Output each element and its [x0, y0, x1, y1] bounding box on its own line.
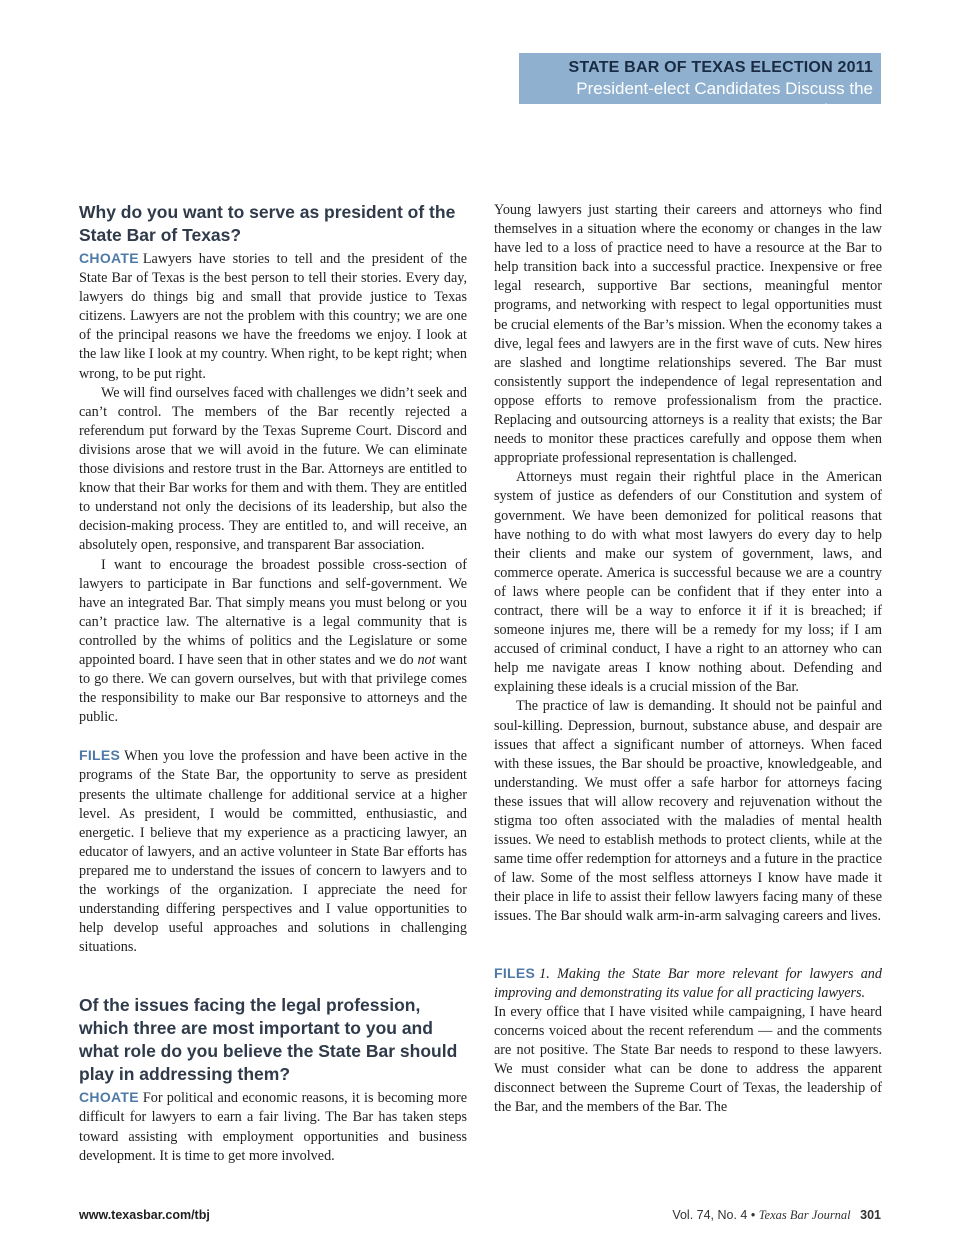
speaker-label-choate: CHOATE: [79, 1089, 139, 1106]
q2-choate-paragraph-2: Young lawyers just starting their careers and attorneys who find themselves in a situation where the economy or changes in the law have led to a loss of practice need to have a resource at the Bar to help transition back into a successful practice. Inexpensive or free legal research, supportive Bar sections, meaningful mentor programs, and networking with respect to legal opportunities must be crucial elements of the Bar’s mission. When the economy takes a dive, legal fees and lawyers are in the first wave of cuts. New hires are slashed and longtime relationships severed. The Bar must consistently support the independence of legal representation and oppose efforts to remove professionalism from the practice. Replacing and outsourcing attorneys is a reality that exists; the Bar needs to monitor these practices carefully and oppose them when appropriate professional representation is challenged.: [494, 202, 882, 467]
page-number: 301: [860, 1208, 881, 1222]
footer-url: www.texasbar.com/tbj: [79, 1208, 210, 1222]
speaker-label-files: FILES: [79, 747, 121, 764]
footer-issue-info: [672, 1208, 881, 1223]
question-2-heading: Of the issues facing the legal profession, which three are most important to you and what role do you believe the State Bar should play in addressing them?: [79, 995, 458, 1085]
question-1-heading: Why do you want to serve as president of the State Bar of Texas?: [79, 202, 456, 245]
q1-choate-paragraph-2: We will find ourselves faced with challenges we didn’t seek and can’t control. The members of the Bar recently rejected a referendum put forward by the Texas Supreme Court. Discord and divisions arose that we will avoid in the future. We can eliminate those divisions and restore trust in the Bar. Attorneys are entitled to know that their Bar works for them and with them. They are entitled to understand not only the decisions of its leadership, but also the decision-making process. They are entitled to, and will receive, an absolutely open, responsive, and transparent Bar association.: [79, 384, 467, 554]
footer-volume: Vol. 74, No. 4: [672, 1208, 748, 1222]
election-banner: [519, 53, 881, 119]
q1-choate-paragraph-3: I want to encourage the broadest possible cross-section of lawyers to participate in Bar functions and self-government. We have an integrated Bar. That simply means you must belong or you can’t practice law. The alternative is a legal community that is controlled by the whims of politics and the Legislature or some appointed board. I have seen that in other states and we do not want to go there. We can govern ourselves, but with that privilege comes the responsibility to make our Bar responsive to attorneys and the public.: [79, 556, 467, 726]
speaker-label-choate: CHOATE: [79, 250, 139, 266]
banner-subtitle: President-elect Candidates Discuss the Issues: [576, 79, 873, 119]
q2-files-paragraph-1: In every office that I have visited while campaigning, I have heard concerns voiced about the recent referendum — and the comments are not positive. The State Bar needs to respond to these lawyers. We must consider what can be done to address the apparent disconnect between the Supreme Court of Texas, the leadership of the Bar, and the members of the Bar. The: [494, 1003, 882, 1116]
q2-choate-paragraph-3: Attorneys must regain their rightful place in the American system of justice as defenders of our Constitution and system of government. We have been demonized for political reasons that have nothing to do with what most lawyers do every day to help their clients and make our system of government, laws, and commerce operate. America is successful because we are a country of laws where people can be confident that if they enter into a contract, there will be a way to enforce it if it is breached; if someone injures me, there will be a remedy for my loss; if I am accused of criminal conduct, I have a right to an attorney who can help me navigate areas I know nothing about. Defending and explaining these ideals is a crucial mission of the Bar.: [494, 469, 882, 696]
left-column: [79, 201, 467, 1166]
q1-choate-paragraph-1: CHOATE Lawyers have stories to tell and the president of the State Bar of Texas is the best person to tell their stories. Every day, lawyers do things big and small that provide justice to Texas citizens. Lawyers are not the problem with this country; we are one of the principal reasons we have the freedoms we enjoy. I look at the law like I look at my country. When right, to be kept right; when wrong, to be put right.: [79, 250, 467, 382]
footer-bullet: •: [750, 1208, 756, 1222]
q1-files-paragraph-1: FILES When you love the profession and have been active in the programs of the State Bar, the opportunity to serve as president presents the ultimate challenge for additional service at a higher level. As president, I would be committed, enthusiastic, and energetic. I believe that my experience as a practicing lawyer, an educator of lawyers, and an active volunteer in State Bar efforts has prepared me to understand the issues of concern to lawyers and to the workings of the organization. I appreciate the need for understanding differing perspectives and I value opportunities to help develop useful approaches and solutions in challenging situations.: [79, 747, 467, 956]
right-column: [494, 201, 882, 1117]
q2-choate-paragraph-4: The practice of law is demanding. It should not be painful and soul-killing. Depression, burnout, substance abuse, and despair are issues that affect a significant number of attorneys. When faced with these issues, the Bar should be proactive, knowledgeable, and understanding. We must offer a safe harbor for attorneys facing these issues that will allow recovery and rejuvenation without the stigma too often associated with the maladies of mental health issues. We need to establish methods to protect clients, while at the same time offer redemption for attorneys and a future in the practice of law. Some of the most selfless attorneys I know have made it their place in life to assist their fellow lawyers facing many of these issues. The Bar should walk arm-in-arm salvaging careers and lives.: [494, 698, 882, 925]
q2-files-lead: FILES 1. Making the State Bar more relevant for lawyers and improving and demonstrating its value for all practicing lawyers.: [494, 964, 882, 1001]
q2-choate-paragraph-1: CHOATE For political and economic reasons, it is becoming more difficult for lawyers to earn a fair living. The Bar has taken steps toward assisting with employment opportunities and business development. It is time to get more involved.: [79, 1089, 467, 1164]
speaker-label-files: FILES: [494, 964, 536, 981]
banner-title: STATE BAR OF TEXAS ELECTION 2011: [568, 59, 873, 76]
footer-journal: Texas Bar Journal: [758, 1208, 851, 1222]
